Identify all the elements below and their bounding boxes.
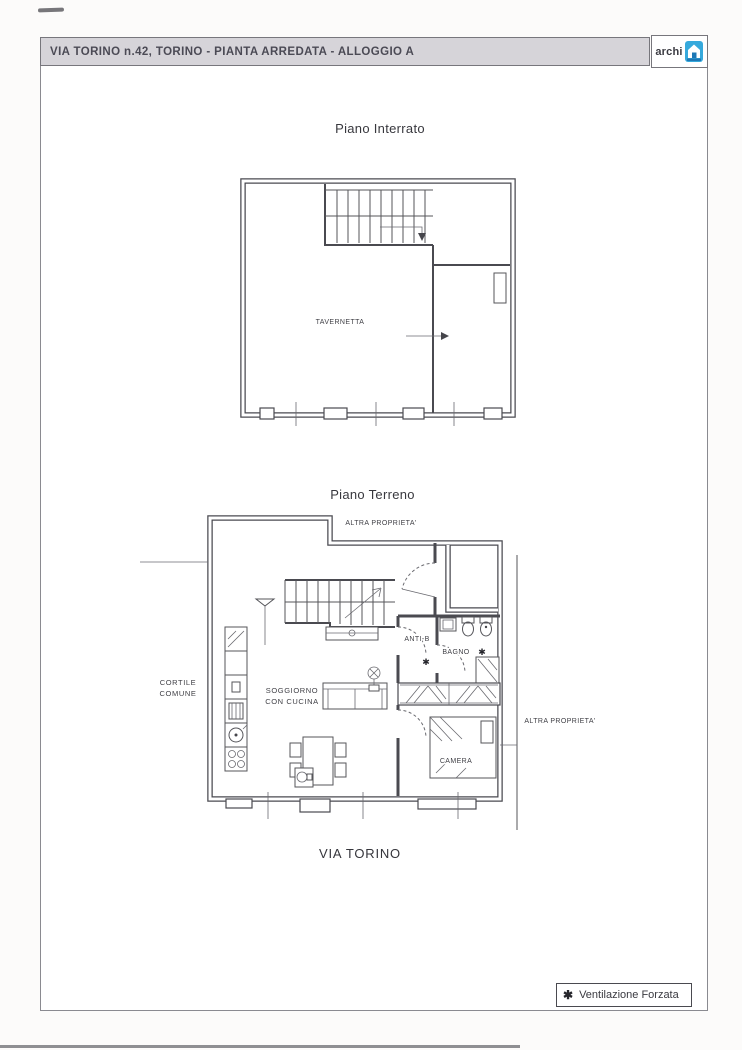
altra-proprieta-top-label: ALTRA PROPRIETA'	[345, 520, 417, 527]
logo	[651, 35, 708, 68]
soggiorno-label-line1: SOGGIORNO	[265, 686, 319, 695]
legend-text: Ventilazione Forzata	[579, 989, 679, 1001]
scan-artifact	[0, 1045, 520, 1048]
wardrobe	[398, 683, 500, 705]
toilet-icon	[462, 617, 474, 636]
soggiorno-label-line2: CON CUCINA	[265, 697, 319, 706]
header-bar	[40, 37, 650, 66]
via-torino-label: VIA TORINO	[319, 846, 401, 861]
ceiling-lamp-icon	[256, 599, 274, 645]
plant-icon	[368, 667, 380, 691]
kitchen-units	[225, 627, 247, 771]
logo-house-icon	[684, 40, 704, 63]
oven-icon	[229, 703, 243, 719]
cortile-label-line2: COMUNE	[159, 689, 197, 698]
basement-partition-walls	[325, 184, 510, 413]
bottom-pillars	[226, 792, 476, 819]
shower-icon	[476, 657, 499, 684]
wall-niche	[494, 273, 506, 303]
highchair-icon	[295, 768, 313, 787]
bidet-icon	[480, 617, 492, 636]
bagno-vent-star: ✱	[478, 648, 486, 658]
altra-proprieta-right-label: ALTRA PROPRIETA'	[524, 718, 596, 725]
dining-table	[290, 737, 346, 787]
legend-box	[556, 983, 692, 1007]
camera-label: CAMERA	[439, 758, 473, 765]
basement-plan-title: Piano Interrato	[335, 121, 425, 136]
ground-floor-plan	[140, 505, 600, 835]
scan-artifact	[38, 8, 64, 13]
sideboard	[326, 627, 378, 640]
stair-direction-arrow	[345, 588, 381, 618]
bed	[430, 717, 496, 778]
antib-vent-star: ✱	[422, 658, 430, 668]
antib-label: ANTI-B	[404, 636, 430, 643]
room-direction-arrow	[406, 332, 449, 340]
page-title: VIA TORINO n.42, TORINO - PIANTA ARREDATA - ALLOGGIO A	[50, 45, 415, 58]
legend-star: ✱	[563, 988, 574, 1002]
cortile-label-line1: CORTILE	[159, 678, 197, 687]
washbasin-icon	[440, 618, 456, 631]
basement-staircase	[325, 190, 433, 243]
logo-text: archi	[655, 45, 683, 58]
ground-plan-title: Piano Terreno	[330, 487, 415, 502]
bagno-label: BAGNO	[442, 649, 470, 656]
tavernetta-label: TAVERNETTA	[315, 319, 365, 326]
ground-staircase	[285, 580, 395, 627]
basement-floor-plan	[238, 170, 522, 428]
